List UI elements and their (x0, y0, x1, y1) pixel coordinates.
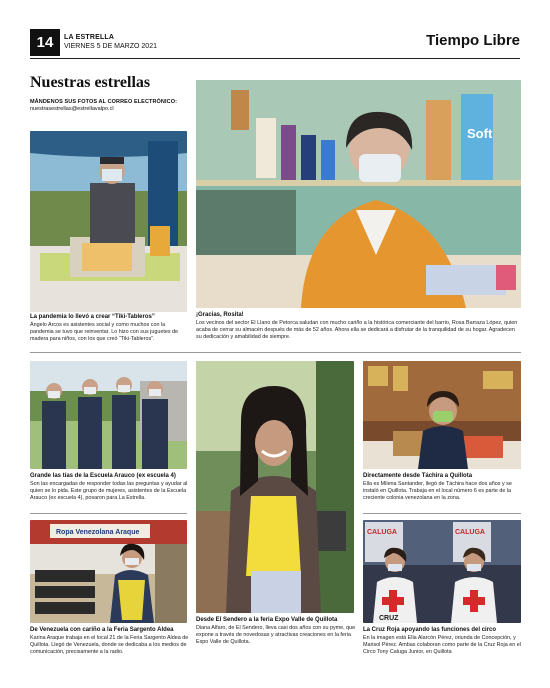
story-body: Ángelo Arcos es asistentes social y como muchos con la pandemia se tuvo que reinventar. Lo hizo con sus juguetes de madera para niños, con los que creó “Tiki-Tableros”. (30, 322, 179, 343)
photo-escuela-arauco (30, 361, 187, 469)
story-body: Ella es Milena Santander, llegó de Táchira hace dos años y se instaló en Quillota. Trabaja en el local número 6 es parte de la creciente colonia venezolana en la zona. (363, 481, 512, 502)
publication-name: LA ESTRELLA (64, 34, 115, 41)
story-title: La Cruz Roja apoyando las funciones del circo (363, 627, 497, 633)
page-number: 14 (30, 29, 60, 56)
column-title: Nuestras estrellas (30, 74, 151, 91)
publication-date: VIERNES 5 DE MARZO 2021 (64, 43, 157, 50)
divider (363, 513, 521, 514)
story-title: Directamente desde Táchira a Quillota (363, 473, 473, 479)
photo-rosita (196, 80, 521, 308)
story-title: Desde El Sendero a la feria Expo Valle de Quillota (196, 617, 338, 623)
story-body: Karina Araque trabaja en el local 21 de la Feria Sargento Aldea de Quillota. Llegó de Venezuela, donde se dedicaba a los medios de comunicación, precisamente a la radio. (30, 635, 189, 656)
divider (30, 352, 521, 353)
story-title: Grande las tías de la Escuela Arauco (ex escuela 4) (30, 473, 176, 479)
section-title: Tiempo Libre (426, 32, 520, 49)
soft-product-label: Soft (467, 126, 493, 141)
story-title: La pandemia lo llevó a crear “Tiki-Tableros” (30, 314, 155, 320)
red-cross-text: CRUZ (379, 615, 399, 622)
header-rule (30, 58, 520, 59)
photo-tiki-tableros (30, 131, 187, 312)
photo-milena-santander (363, 361, 521, 469)
story-body: Son las encargadas de responder todas las preguntas y ayudar al quien se lo pida. Este grupo de mujeres, asistentes de la Escuela Arauco (ex escuela 4), posaron para La Estrella. (30, 481, 188, 502)
send-photos-label: MÁNDENOS SUS FOTOS AL CORREO ELECTRÓNICO: (30, 99, 178, 105)
story-body: En la imagen está Ella Alarcón Pérez, oriunda de Concepción, y Marisol Pérez. Ambas colaboran como parte de la Cruz Roja en el Circo Tony Caluga Junior, en Quillota (363, 635, 521, 656)
photo-cruz-roja (363, 520, 521, 623)
divider (30, 513, 187, 514)
story-body: Los vecinos del sector El Llano de Petorca saludan con mucho cariño a la histórica comerciante del barrio, Rosa Barraza López, quien acaba de cerrar su almacén después de más de 52 años. Ahora ella se dedicará a disfrutar de la tranquilidad de su hogar. Agradecen su dedicación y amabilidad de siempre. (196, 320, 518, 341)
story-body: Diana Alfaro, de El Sendero, lleva casi dos años con su pyme, que expone a través de novedosas y atractivas creaciones en la feria Expo Valle de Quillota. (196, 625, 356, 646)
email-link[interactable]: nuestrasestrellas@estrellavalpo.cl (30, 106, 114, 112)
photo-karina-araque (30, 520, 187, 623)
circus-poster-text: CALUGA (455, 529, 485, 536)
story-title: De Venezuela con cariño a la Feria Sargento Aldea (30, 627, 174, 633)
photo-diana-alfaro (196, 361, 354, 613)
story-title: ¡Gracias, Rosita! (196, 312, 244, 318)
store-sign-text: Ropa Venezolana Araque (56, 529, 140, 536)
circus-poster-text: CALUGA (367, 529, 397, 536)
